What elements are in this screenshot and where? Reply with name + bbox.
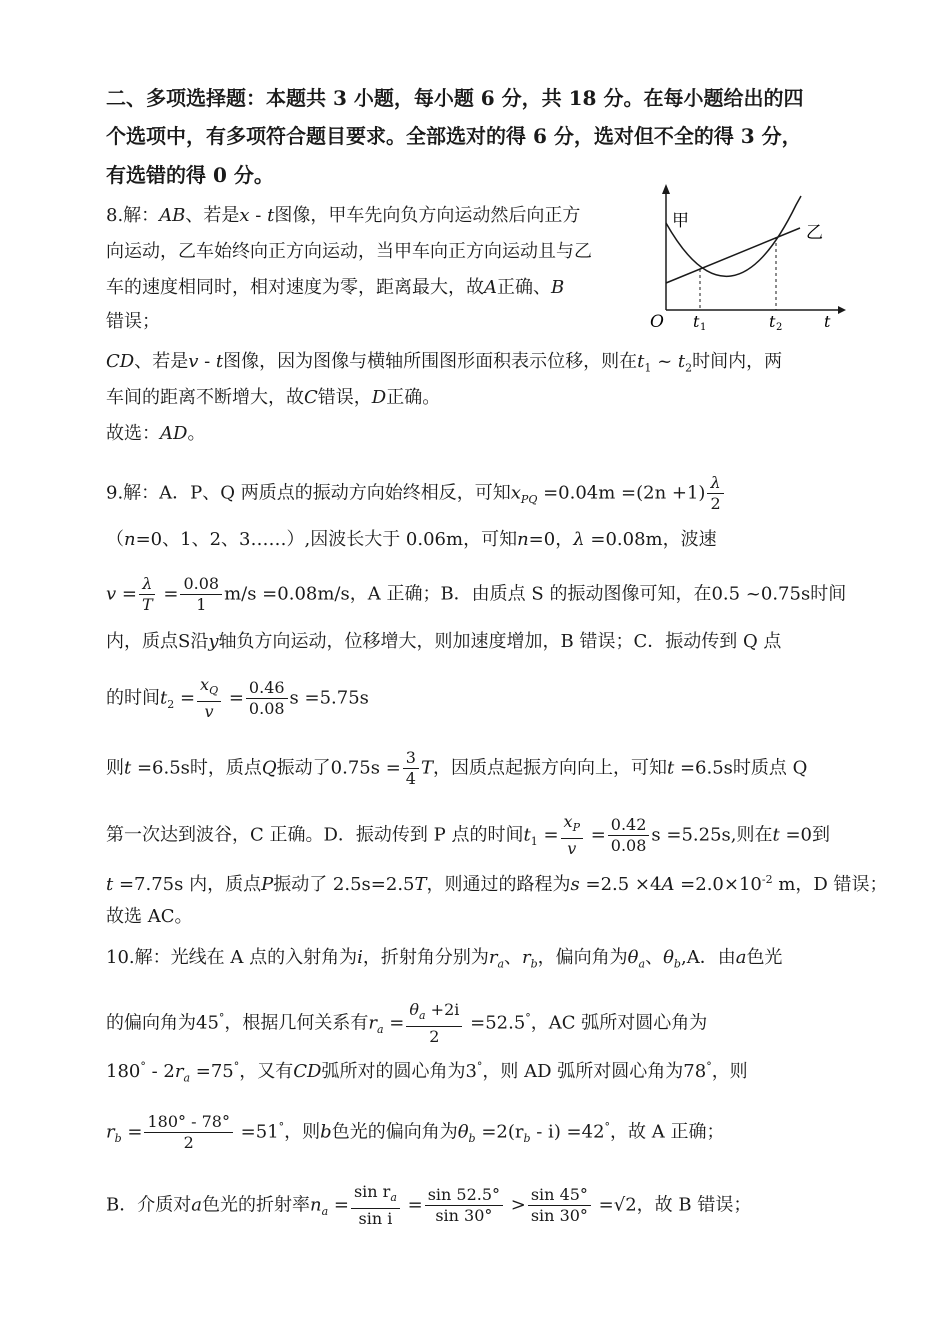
fraction: $\frac{3}{4}$ <box>403 748 419 789</box>
xt-graph <box>648 182 848 332</box>
q10-line-2: 的偏向角为45°，根据几何关系有$r_a$ = $\frac{\theta_a +2i}{2}$ =52.5°，AC 弧所对圆心角为 <box>106 1000 708 1047</box>
q8-line-7: 故选：AD。 <box>106 423 206 444</box>
q9-line-1: 9.解：A．P、Q 两质点的振动方向始终相反，可知$x_{PQ} =0.04m =(2n +1)$ $\frac{\lambda}{2}$ <box>106 473 726 514</box>
q10-line-4: $r_b$ = $\frac{180^\circ - 78^\circ}{2}$ =51°，则b色光的偏向角为$\theta_b =2(r_b - i) =42^\circ$，故 A 正确； <box>106 1112 725 1152</box>
fraction: $\frac{\sin 52.5^\circ}{\sin 30^\circ}$ <box>425 1185 503 1226</box>
q10-line-5: B．介质对a色光的折射率$n_a$ = $\frac{\sin r_a}{\text{sin i}}$ = $\frac{\sin 52.5^\circ}{\sin 30^\circ}$ > $\frac{\sin 45^\circ}{\sin 30^\circ}$ =√2，故 B 错误； <box>106 1182 752 1229</box>
q8-line-3: 车的速度相同时，相对速度为零，距离最大，故A正确、B <box>106 277 565 298</box>
fraction: $\frac{\lambda}{2}$ <box>707 473 723 514</box>
xt-graph-svg <box>648 182 848 332</box>
line-yi <box>666 228 800 283</box>
q8-line-5: CD、若是v - t图像，因为图像与横轴所围图形面积表示位移，则在$t_1$ ~ $t_2$时间内，两 <box>106 351 783 375</box>
q10-line-1: 10.解：光线在 A 点的入射角为i，折射角分别为$r_a$、$r_b$，偏向角为$\theta_a$、$\theta_b,A$．由a色光 <box>106 947 783 971</box>
q9-line-2: （n=0、1、2、3……）,因波长大于 0.06m，可知n=0，λ =0.08m，波速 <box>106 529 717 550</box>
x-axis-arrow <box>662 184 670 194</box>
fraction: $\frac{x_P}{v}$ <box>561 812 583 859</box>
fraction: $\frac{\lambda}{T}$ <box>139 574 156 615</box>
graph-label-origin: O <box>650 312 664 332</box>
graph-label-yi: 乙 <box>806 223 823 243</box>
graph-label-jia: 甲 <box>672 211 689 231</box>
section-heading-line-1: 二、多项选择题：本题共 3 小题，每小题 6 分，共 18 分。在每小题给出的四 <box>106 86 804 110</box>
q8-line-2: 向运动，乙车始终向正方向运动，当甲车向正方向运动且与乙 <box>106 241 592 262</box>
fraction: $\frac{\sin r_a}{\text{sin i}}$ <box>351 1182 400 1229</box>
fraction: $\frac{0.46}{0.08}$ <box>246 678 288 719</box>
q10-line-3: $180^\circ - 2r_a =75^\circ$，又有CD弧所对的圆心角为3°，则 AD 弧所对圆心角为78°，则 <box>106 1060 748 1085</box>
q9-line-7: 第一次达到波谷，C 正确。D．振动传到 P 点的时间$t_1$ = $\frac{x_P}{v}$ = $\frac{0.42}{0.08}$ s =5.25s,则在t =0到 <box>106 812 830 859</box>
graph-label-t2: t <box>769 312 776 331</box>
graph-label-t2-sub: 2 <box>776 322 783 332</box>
fraction: $\frac{x_Q}{v}$ <box>197 675 221 722</box>
graph-label-t: t <box>824 312 831 331</box>
fraction: $\frac{180^\circ - 78^\circ}{2}$ <box>144 1112 232 1153</box>
q8-line-1: 8.解：AB、若是x - t图像，甲车先向负方向运动然后向正方 <box>106 205 581 226</box>
q9-line-3: v = $\frac{\lambda}{T}$ = $\frac{0.08}{1}$ m/s =0.08m/s，A 正确；B．由质点 S 的振动图像可知，在0.5 ~0.75s时间 <box>106 574 847 614</box>
fraction: $\frac{0.42}{0.08}$ <box>608 815 650 856</box>
fraction: $\frac{0.08}{1}$ <box>180 574 222 615</box>
q9-line-6: 则t =6.5s时，质点Q振动了0.75s = $\frac{3}{4}$ T，因质点起振方向向上，可知t =6.5s时质点 Q <box>106 748 808 788</box>
q9-line-5: 的时间$t_2$ = $\frac{x_Q}{v}$ = $\frac{0.46}{0.08}$ s =5.75s <box>106 675 369 722</box>
q9-line-8: t =7.75s 内，质点P振动了 2.5s=2.5T，则通过的路程为$s =2.5 \times 4A =2.0\times 10^{-2}$ m，D 错误； <box>106 873 888 895</box>
fraction: $\frac{\theta_a +2i}{2}$ <box>406 1000 462 1047</box>
t-axis-arrow <box>838 306 846 314</box>
fraction: $\frac{\sin 45^\circ}{\sin 30^\circ}$ <box>528 1185 591 1226</box>
q8-line-4: 错误； <box>106 311 160 332</box>
q9-line-9: 故选 AC。 <box>106 906 193 927</box>
q8-line-6: 车间的距离不断增大，故C错误，D正确。 <box>106 387 441 408</box>
graph-label-t1-sub: 1 <box>700 322 707 332</box>
q9-line-4: 内，质点S沿y轴负方向运动，位移增大，则加速度增加，B 错误；C．振动传到 Q 点 <box>106 631 782 652</box>
section-heading-line-3: 有选错的得 0 分。 <box>106 163 274 187</box>
graph-label-t1: t <box>693 312 700 331</box>
section-heading-line-2: 个选项中，有多项符合题目要求。全部选对的得 6 分，选对但不全的得 3 分， <box>106 124 802 148</box>
